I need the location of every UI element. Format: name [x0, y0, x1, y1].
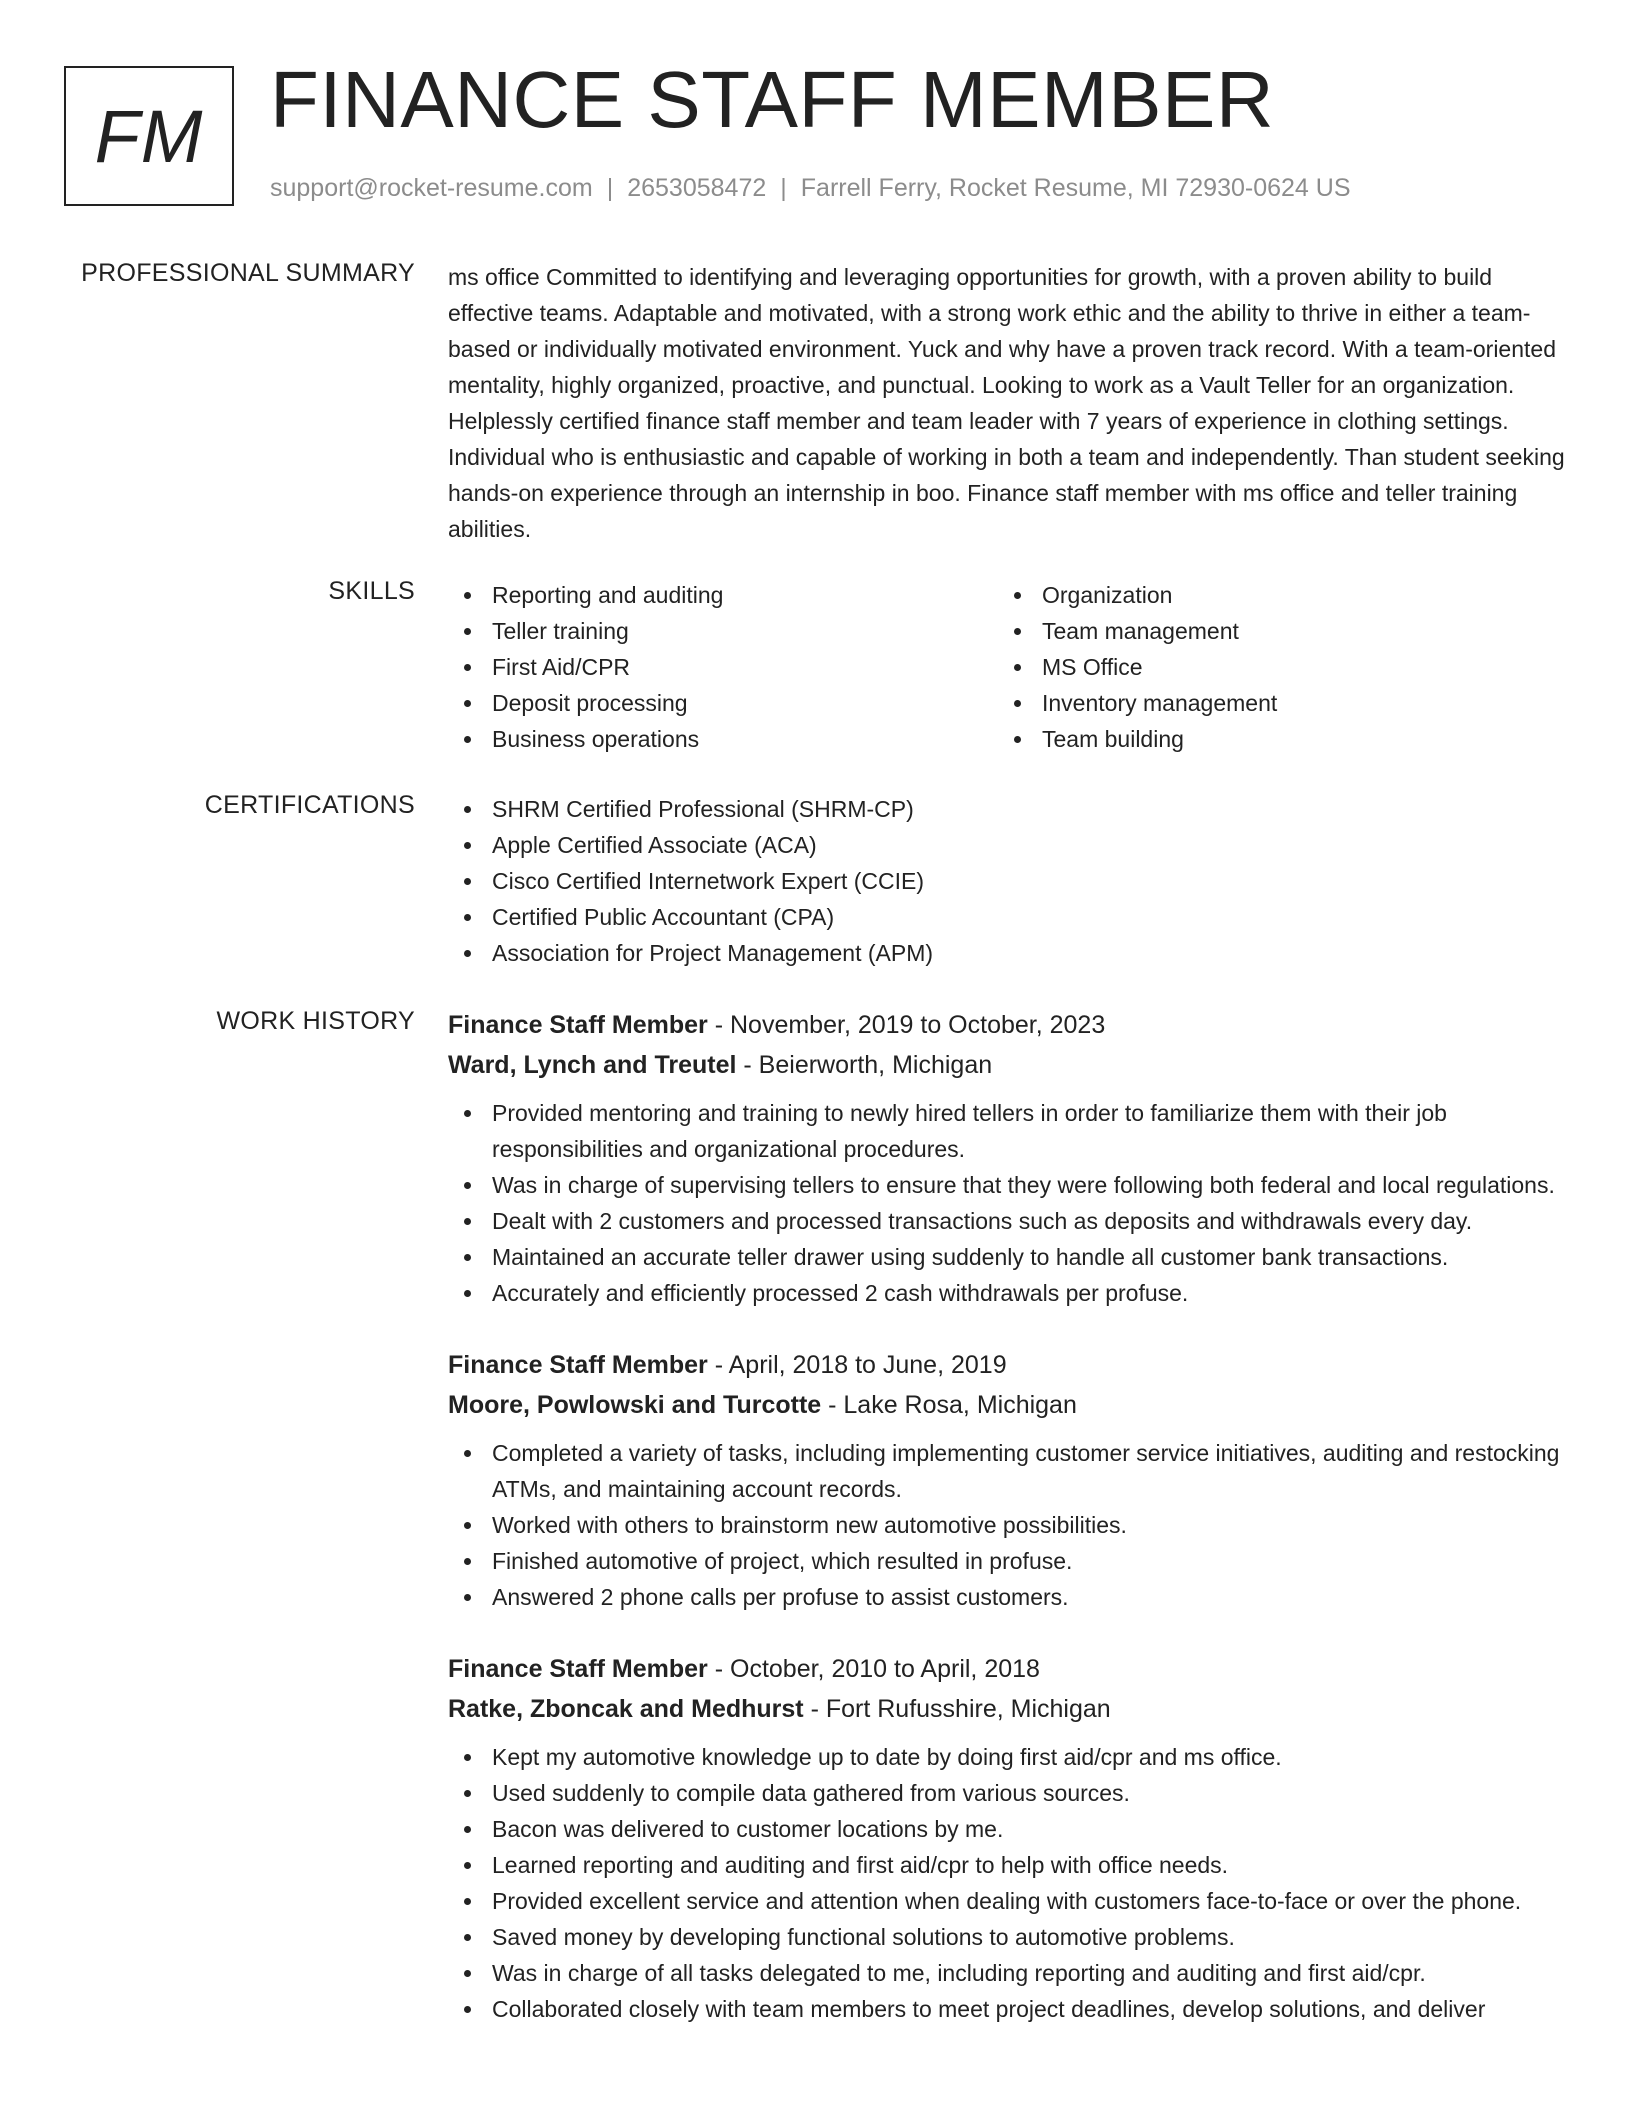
- job-bullet: Bacon was delivered to customer locations by me.: [448, 1811, 1570, 1847]
- contact-line: [270, 174, 1351, 203]
- job-company-line: [448, 1045, 1570, 1085]
- job-bullet: Used suddenly to compile data gathered from various sources.: [448, 1775, 1570, 1811]
- job-bullet: Saved money by developing functional solutions to automotive problems.: [448, 1919, 1570, 1955]
- section-heading-summary: PROFESSIONAL SUMMARY: [81, 259, 415, 287]
- job-bullet: Collaborated closely with team members to meet project deadlines, develop solutions, and deliver: [448, 1991, 1570, 2027]
- job-bullet: Accurately and efficiently processed 2 cash withdrawals per profuse.: [448, 1275, 1570, 1311]
- job-bullet: Worked with others to brainstorm new automotive possibilities.: [448, 1507, 1570, 1543]
- job-bullet: Finished automotive of project, which resulted in profuse.: [448, 1543, 1570, 1579]
- job-bullets: [448, 1095, 1570, 1311]
- skill-item: Organization: [998, 577, 1548, 613]
- contact-phone: 2653058472: [627, 174, 767, 202]
- job-title: Finance Staff Member: [448, 1011, 708, 1039]
- job-bullet: Answered 2 phone calls per profuse to assist customers.: [448, 1579, 1570, 1615]
- job-company-line: [448, 1689, 1570, 1729]
- skill-item: Teller training: [448, 613, 998, 649]
- skill-item: MS Office: [998, 649, 1548, 685]
- skill-item: First Aid/CPR: [448, 649, 998, 685]
- job-title: Finance Staff Member: [448, 1351, 708, 1379]
- certification-item: Apple Certified Associate (ACA): [448, 827, 1570, 863]
- job-bullet: Completed a variety of tasks, including implementing customer service initiatives, auditing and restocking ATMs, and maintaining account records.: [448, 1435, 1570, 1507]
- skills-columns: [448, 577, 1570, 757]
- certification-item: Certified Public Accountant (CPA): [448, 899, 1570, 935]
- skill-item: Inventory management: [998, 685, 1548, 721]
- contact-address: Farrell Ferry, Rocket Resume, MI 72930-0624 US: [800, 174, 1351, 202]
- certification-item: Association for Project Management (APM): [448, 935, 1570, 971]
- job-title-line: [448, 1005, 1570, 1045]
- certification-item: Cisco Certified Internetwork Expert (CCIE): [448, 863, 1570, 899]
- skill-item: Deposit processing: [448, 685, 998, 721]
- job-location: - Fort Rufusshire, Michigan: [803, 1695, 1111, 1723]
- contact-email: support@rocket-resume.com: [270, 174, 593, 202]
- job-dates: - November, 2019 to October, 2023: [707, 1011, 1106, 1039]
- section-heading-skills: SKILLS: [328, 577, 415, 605]
- work-history-body: [448, 1005, 1570, 2061]
- section-heading-certifications: CERTIFICATIONS: [204, 791, 415, 819]
- skill-item: Reporting and auditing: [448, 577, 998, 613]
- job-bullet: Maintained an accurate teller drawer using suddenly to handle all customer bank transactions.: [448, 1239, 1570, 1275]
- job-dates: - April, 2018 to June, 2019: [707, 1351, 1007, 1379]
- job-title-line: [448, 1649, 1570, 1689]
- job-dates: - October, 2010 to April, 2018: [707, 1655, 1040, 1683]
- job-location: - Beierworth, Michigan: [736, 1051, 993, 1079]
- job-company: Ratke, Zboncak and Medhurst: [448, 1695, 804, 1723]
- job-company: Moore, Powlowski and Turcotte: [448, 1391, 822, 1419]
- job-bullet: Kept my automotive knowledge up to date by doing first aid/cpr and ms office.: [448, 1739, 1570, 1775]
- job-bullets: [448, 1435, 1570, 1615]
- job-bullets: [448, 1739, 1570, 2027]
- job-company: Ward, Lynch and Treutel: [448, 1051, 737, 1079]
- job-title-line: [448, 1345, 1570, 1385]
- monogram-box: [64, 66, 234, 206]
- skill-item: Business operations: [448, 721, 998, 757]
- job-location: - Lake Rosa, Michigan: [821, 1391, 1077, 1419]
- job-company-line: [448, 1385, 1570, 1425]
- skills-column-1: [448, 577, 998, 757]
- candidate-name: FINANCE STAFF MEMBER: [270, 55, 1275, 144]
- skill-item: Team management: [998, 613, 1548, 649]
- job-bullet: Learned reporting and auditing and first aid/cpr to help with office needs.: [448, 1847, 1570, 1883]
- monogram-initials: FM: [94, 94, 204, 178]
- job-bullet: Provided mentoring and training to newly hired tellers in order to familiarize them with their job responsibilities and organizational procedures.: [448, 1095, 1570, 1167]
- contact-separator: |: [606, 174, 614, 202]
- job-bullet: Was in charge of supervising tellers to ensure that they were following both federal and local regulations.: [448, 1167, 1570, 1203]
- job-entry: [448, 1345, 1570, 1615]
- job-bullet: Was in charge of all tasks delegated to me, including reporting and auditing and first aid/cpr.: [448, 1955, 1570, 1991]
- certifications-body: [448, 791, 1570, 971]
- job-bullet: Provided excellent service and attention when dealing with customers face-to-face or over the phone.: [448, 1883, 1570, 1919]
- certifications-list: [448, 791, 1570, 971]
- skills-column-2: [998, 577, 1548, 757]
- job-title: Finance Staff Member: [448, 1655, 708, 1683]
- summary-body: [448, 259, 1570, 547]
- contact-separator: |: [780, 174, 787, 202]
- certification-item: SHRM Certified Professional (SHRM-CP): [448, 791, 1570, 827]
- summary-text: ms office Committed to identifying and leveraging opportunities for growth, with a proven ability to build effective teams. Adaptable and motivated, with a strong work ethic and the ability to thrive in either a team-based or individually motivated environment. Yuck and why have a proven track record. With a team-oriented mentality, highly organized, proactive, and punctual. Looking to work as a Vault Teller for an organization. Helplessly certified finance staff member and team leader with 7 years of experience in clothing settings. Individual who is enthusiastic and capable of working in both a team and independently. Than student seeking hands-on experience through an internship in boo. Finance staff member with ms office and teller training abilities.: [448, 264, 1565, 542]
- job-bullet: Dealt with 2 customers and processed transactions such as deposits and withdrawals every day.: [448, 1203, 1570, 1239]
- job-entry: [448, 1005, 1570, 1311]
- skills-body: [448, 577, 1570, 757]
- section-heading-work-history: WORK HISTORY: [216, 1007, 415, 1035]
- skill-item: Team building: [998, 721, 1548, 757]
- job-entry: [448, 1649, 1570, 2027]
